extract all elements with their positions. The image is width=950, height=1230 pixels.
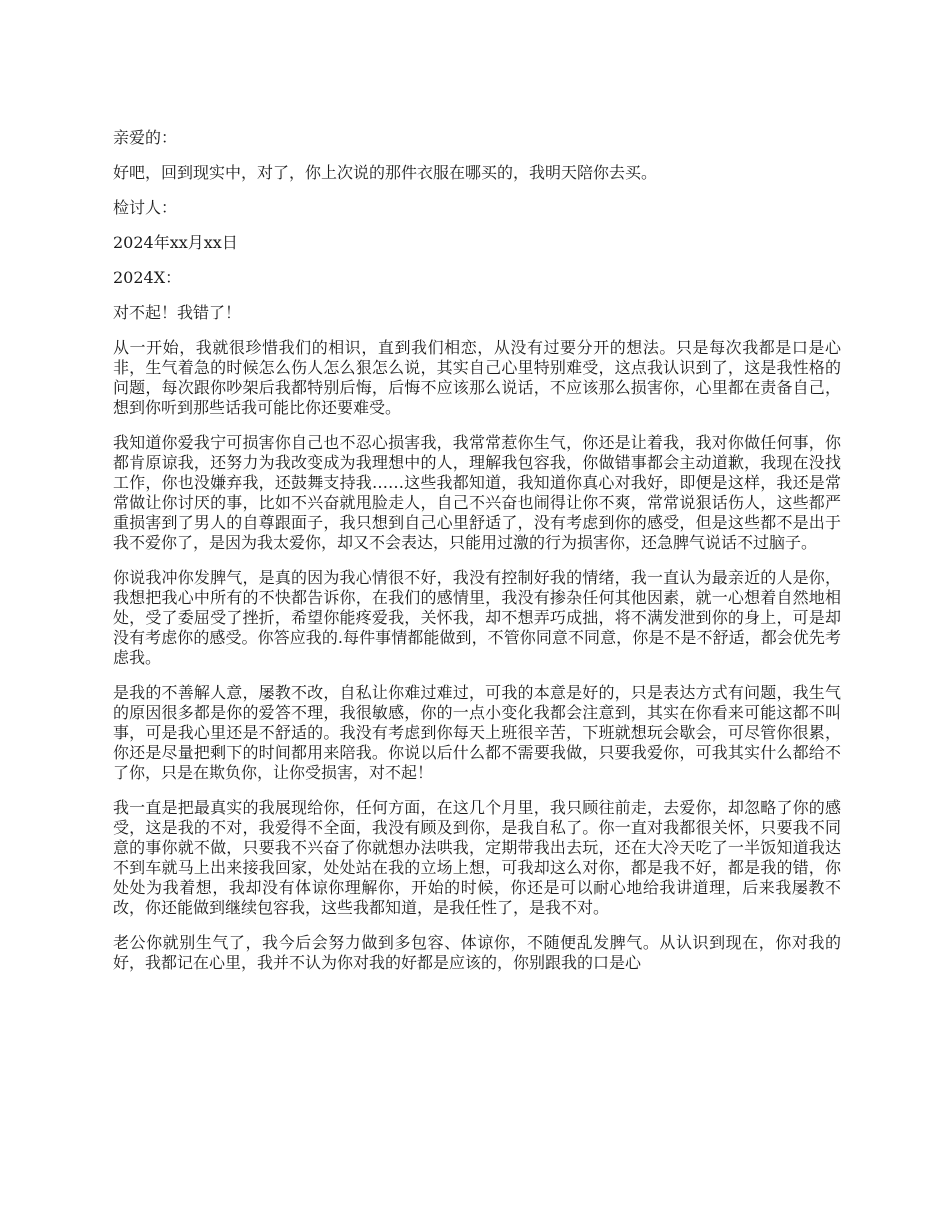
date-line: 2024年xx月xx日 [113, 233, 238, 252]
addressee-line: 2024X： [113, 268, 182, 287]
salutation: 亲爱的： [113, 128, 178, 147]
apology-line: 对不起！我错了！ [113, 303, 242, 322]
paragraph-2: 我知道你爱我宁可损害你自己也不忍心损害我，我常常惹你生气，你还是让着我，我对你做任何事，你都肯原谅我，还努力为我改变成为我理想中的人，理解我包容我，你做错事都会主动道歉，我现在没找工作，你也没嫌弃我，还鼓舞支持我……这些我都知道，我知道你真心对我好，即便是这样，我还是常常做让你讨厌的事，比如不兴奋就甩脸走人，自己不兴奋也闹得让你不爽，常常说狠话伤人，这些都严重损害到了男人的自尊跟面子，我只想到自己心里舒适了，没有考虑到你的感受，但是这些都不是出于我不爱你了，是因为我太爱你，却又不会表达，只能用过激的行为损害你，还急脾气说话不过脑子。 [113, 433, 841, 552]
paragraph-4: 是我的不善解人意，屡教不改，自私让你难过难过，可我的本意是好的，只是表达方式有问题，我生气的原因很多都是你的爱答不理，我很敏感，你的一点小变化我都会注意到，其实在你看来可能这都不叫事，可是我心里还是不舒适的。我没有考虑到你每天上班很辛苦，下班就想玩会歇会，可尽管你很累，你还是尽量把剩下的时间都用来陪我。你说以后什么都不需要我做，只要我爱你，可我其实什么都给不了你，只是在欺负你，让你受损害，对不起！ [113, 683, 841, 782]
intro-line: 好吧，回到现实中，对了，你上次说的那件衣服在哪买的，我明天陪你去买。 [113, 163, 658, 182]
paragraph-5: 我一直是把最真实的我展现给你，任何方面，在这几个月里，我只顾往前走，去爱你，却忽略了你的感受，这是我的不对，我爱得不全面，我没有顾及到你，是我自私了。你一直对我都很关怀，只要我不同意的事你就不做，只要我不兴奋了你就想办法哄我，定期带我出去玩，还在大冷天吃了一半饭知道我达不到车就马上出来接我回家，处处站在我的立场上想，可我却这么对你，都是我不好，都是我的错，你处处为我着想，我却没有体谅你理解你，开始的时候，你还是可以耐心地给我讲道理，后来我屡教不改，你还能做到继续包容我，这些我都知道，是我任性了，是我不对。 [113, 798, 841, 917]
document-page [113, 128, 841, 988]
paragraph-3: 你说我冲你发脾气，是真的因为我心情很不好，我没有控制好我的情绪，我一直认为最亲近的人是你，我想把我心中所有的不快都告诉你，在我们的感情里，我没有掺杂任何其他因素，就一心想着自然地相处，受了委屈受了挫折，希望你能疼爱我，关怀我，却不想弄巧成拙，将不满发泄到你的身上，可是却没有考虑你的感受。你答应我的.每件事情都能做到，不管你同意不同意，你是不是不舒适，都会优先考虑我。 [113, 568, 841, 667]
paragraph-1: 从一开始，我就很珍惜我们的相识，直到我们相恋，从没有过要分开的想法。只是每次我都是口是心非，生气着急的时候怎么伤人怎么狠怎么说，其实自己心里特别难受，这点我认识到了，这是我性格的问题，每次跟你吵架后我都特别后悔，后悔不应该那么说话，不应该那么损害你，心里都在责备自己，想到你听到那些话我可能比你还要难受。 [113, 338, 841, 417]
paragraph-6: 老公你就别生气了，我今后会努力做到多包容、体谅你，不随便乱发脾气。从认识到现在，你对我的好，我都记在心里，我并不认为你对我的好都是应该的，你别跟我的口是心 [113, 933, 841, 972]
signer-label: 检讨人： [113, 198, 178, 217]
